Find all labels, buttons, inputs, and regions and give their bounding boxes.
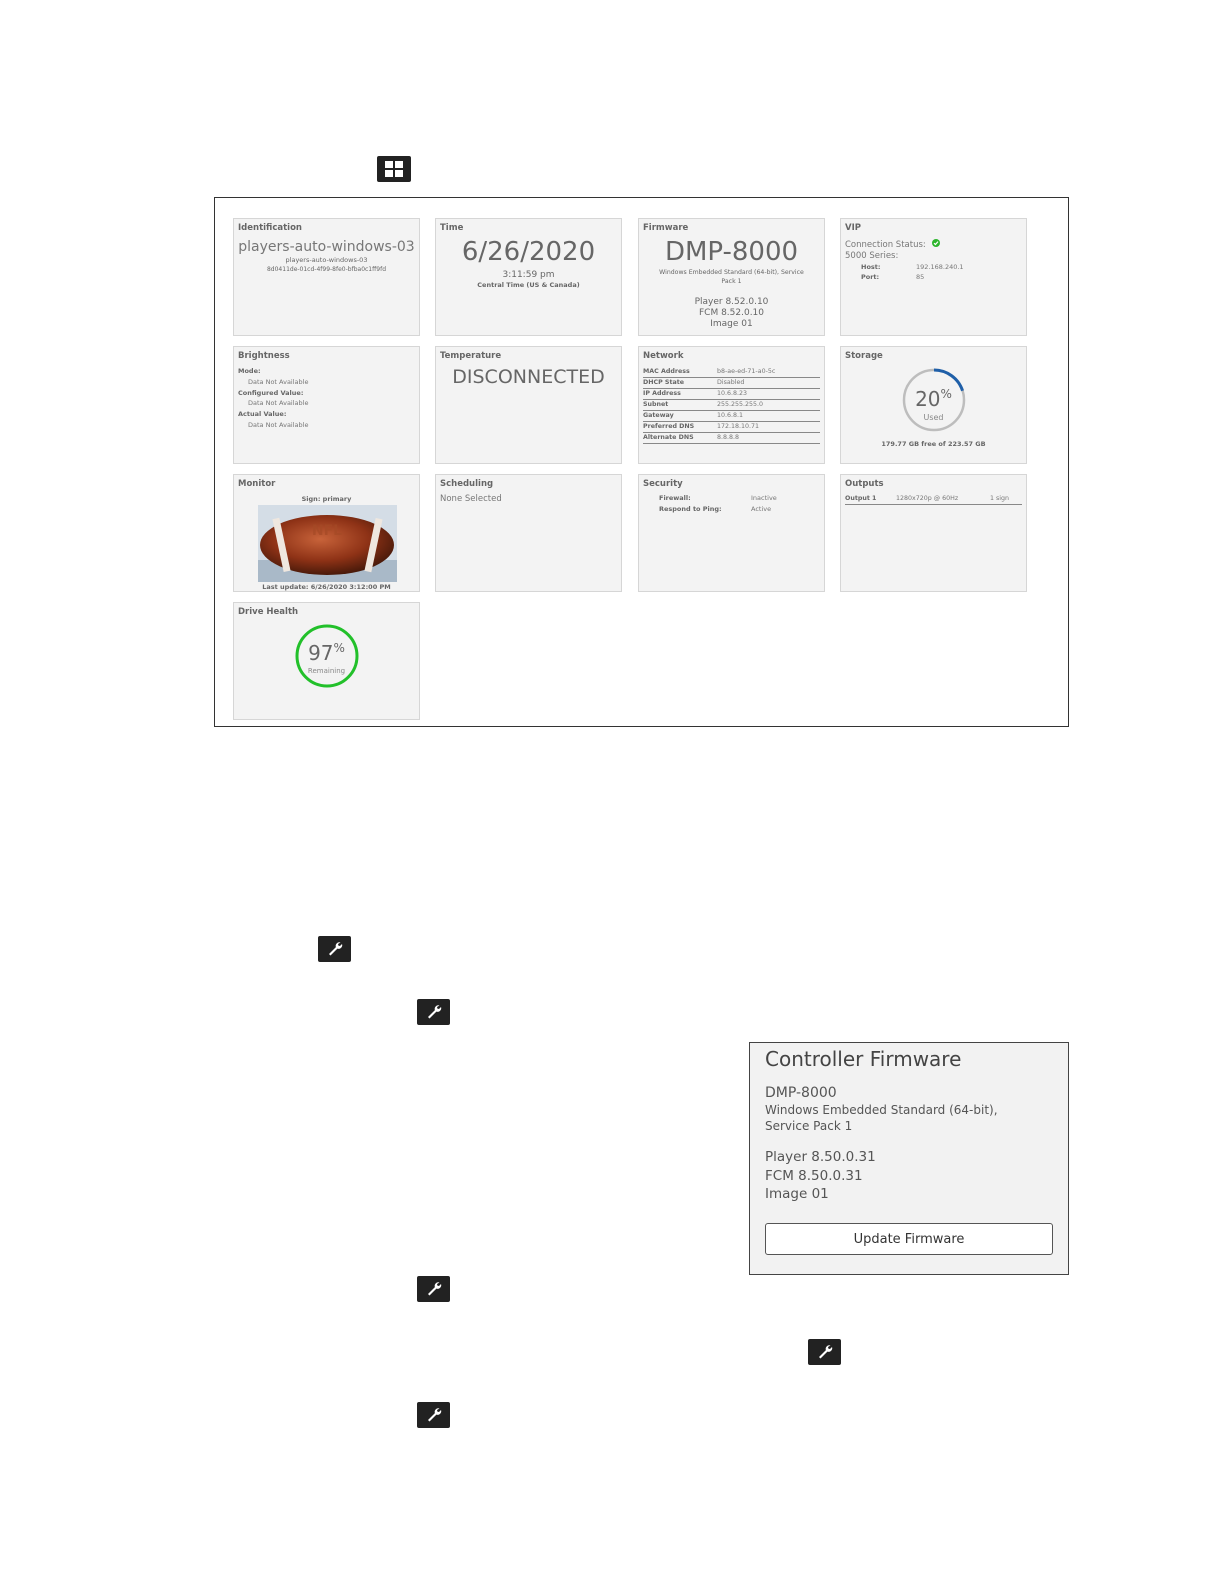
ball-logo-text: NFL <box>311 523 343 539</box>
tile-title: Security <box>643 479 683 489</box>
drive-health-remaining-label: Remaining <box>307 667 346 675</box>
controller-firmware-image: Image 01 <box>765 1186 829 1202</box>
network-row-value: 10.6.8.23 <box>717 390 748 397</box>
tile-title: Network <box>643 351 684 361</box>
ping-value: Active <box>751 505 772 513</box>
network-row <box>643 378 820 389</box>
wrench-icon <box>417 999 450 1025</box>
controller-firmware-title: Controller Firmware <box>765 1047 962 1071</box>
tile-title: Firmware <box>643 223 689 233</box>
network-row-label: IP Address <box>643 390 681 397</box>
scheduling-tile <box>435 474 622 592</box>
firmware-player: Player 8.52.0.10 <box>694 297 769 307</box>
ping-label: Respond to Ping: <box>659 505 722 513</box>
network-row-value: 255.255.255.0 <box>717 401 764 408</box>
tile-title: Outputs <box>845 479 884 489</box>
network-row-value: 172.18.10.71 <box>717 423 760 430</box>
monitor-last-update: Last update: 6/26/2020 3:12:00 PM <box>262 583 391 591</box>
mode-value: Data Not Available <box>248 378 309 386</box>
monitor-screenshot <box>258 505 397 582</box>
tile-title: Drive Health <box>238 607 299 617</box>
device-hostname: players-auto-windows-03 <box>285 256 368 264</box>
network-row <box>643 367 820 378</box>
controller-firmware-fcm: FCM 8.50.0.31 <box>765 1168 863 1184</box>
network-row-value: Disabled <box>717 379 745 386</box>
security-tile <box>638 474 825 592</box>
firmware-os-line1: Windows Embedded Standard (64-bit), Service <box>659 269 804 276</box>
drive-health-tile <box>233 602 420 720</box>
scheduling-value: None Selected <box>440 494 502 504</box>
time-tile <box>435 218 622 336</box>
network-row-label: Gateway <box>643 412 674 419</box>
current-time: 3:11:59 pm <box>502 270 555 280</box>
network-row <box>643 411 820 422</box>
outputs-tile <box>840 474 1027 592</box>
controller-firmware-panel <box>749 1042 1069 1275</box>
dashboard-grid-icon <box>377 156 411 182</box>
temperature-tile <box>435 346 622 464</box>
port-label: Port: <box>861 273 880 281</box>
network-tile <box>638 346 825 464</box>
controller-firmware-model: DMP-8000 <box>765 1085 837 1101</box>
output-label: Output 1 <box>845 495 877 502</box>
storage-tile <box>840 346 1027 464</box>
vip-series: 5000 Series: <box>845 251 899 261</box>
device-dashboard <box>214 197 1069 727</box>
monitor-sign: Sign: primary <box>301 495 352 503</box>
tile-title: Storage <box>845 351 883 361</box>
network-row <box>643 422 820 433</box>
storage-free-text: 179.77 GB free of 223.57 GB <box>881 440 986 448</box>
storage-percent: 20 <box>915 387 941 411</box>
wrench-icon <box>417 1276 450 1302</box>
network-row-label: Subnet <box>643 401 669 408</box>
network-row-value: b8-ae-ed-71-a0-5c <box>717 368 776 375</box>
identification-tile <box>233 218 420 336</box>
controller-firmware-player: Player 8.50.0.31 <box>765 1149 876 1165</box>
device-uuid: 8d0411de-01cd-4f99-8fe0-bfba0c1ff9fd <box>266 266 386 273</box>
tile-title: Brightness <box>238 351 290 361</box>
host-label: Host: <box>861 263 881 271</box>
network-row-label: Preferred DNS <box>643 423 695 430</box>
wrench-icon <box>808 1339 841 1365</box>
network-row-value: 10.6.8.1 <box>717 412 744 419</box>
network-row-label: Alternate DNS <box>643 434 694 441</box>
drive-health-percent-sign: % <box>333 641 345 655</box>
tile-title: Temperature <box>440 351 502 361</box>
network-row-value: 8.8.8.8 <box>717 434 740 441</box>
connection-ok-icon <box>932 239 940 250</box>
firmware-image: Image 01 <box>710 319 753 329</box>
network-row-label: DHCP State <box>643 379 685 386</box>
tile-title: Time <box>440 223 464 233</box>
current-date: 6/26/2020 <box>461 237 596 267</box>
firmware-os-line2: Pack 1 <box>721 278 742 285</box>
tile-title: Monitor <box>238 479 276 489</box>
firewall-value: Inactive <box>751 494 777 502</box>
configured-label: Configured Value: <box>238 389 304 397</box>
output-signs: 1 sign <box>990 495 1010 502</box>
controller-firmware-os-line1: Windows Embedded Standard (64-bit), <box>765 1103 998 1117</box>
tile-title: VIP <box>845 223 861 233</box>
network-row <box>643 400 820 411</box>
connection-status-label: Connection Status: <box>845 240 926 250</box>
mode-label: Mode: <box>238 367 261 375</box>
firmware-model: DMP-8000 <box>664 237 799 267</box>
temperature-status: DISCONNECTED <box>452 366 605 388</box>
device-name: players-auto-windows-03 <box>238 239 415 255</box>
storage-used-label: Used <box>923 413 944 422</box>
monitor-tile <box>233 474 420 592</box>
tile-title: Scheduling <box>440 479 494 489</box>
actual-label: Actual Value: <box>238 410 287 418</box>
controller-firmware-os-line2: Service Pack 1 <box>765 1119 853 1133</box>
tile-title: Identification <box>238 223 302 233</box>
storage-percent-sign: % <box>940 387 952 401</box>
port-value: 85 <box>916 273 925 281</box>
drive-health-percent: 97 <box>308 641 334 665</box>
network-row <box>643 389 820 400</box>
configured-value: Data Not Available <box>248 399 309 407</box>
host-value: 192.168.240.1 <box>916 263 964 271</box>
brightness-tile <box>233 346 420 464</box>
network-row-label: MAC Address <box>643 368 690 375</box>
output-resolution: 1280x720p @ 60Hz <box>896 495 959 502</box>
actual-value: Data Not Available <box>248 421 309 429</box>
firewall-label: Firewall: <box>659 494 691 502</box>
network-row <box>643 433 820 444</box>
time-zone: Central Time (US & Canada) <box>477 281 580 289</box>
output-row <box>845 494 1022 505</box>
firmware-tile <box>638 218 825 336</box>
update-firmware-button[interactable]: Update Firmware <box>765 1223 1053 1255</box>
vip-tile <box>840 218 1027 336</box>
wrench-icon <box>318 936 351 962</box>
firmware-fcm: FCM 8.52.0.10 <box>698 308 765 318</box>
wrench-icon <box>417 1402 450 1428</box>
